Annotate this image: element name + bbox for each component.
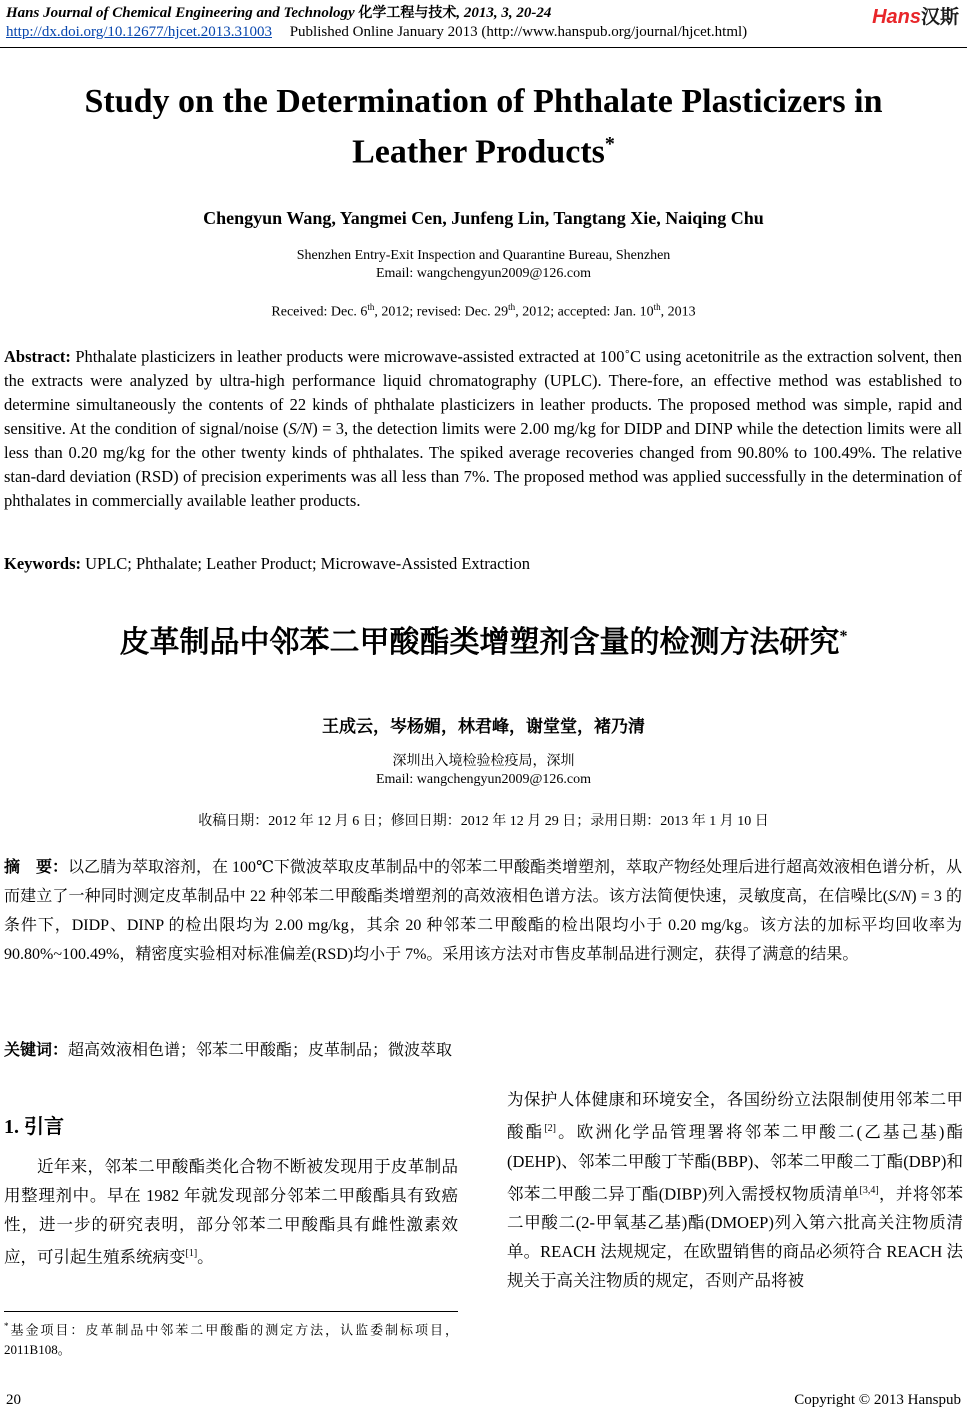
- logo-cn: 汉斯: [920, 6, 959, 28]
- affiliation: [0, 247, 967, 283]
- keywords-cn-text: 超高效液相色谱；邻苯二甲酸酯；皮革制品；微波萃取: [68, 1042, 453, 1059]
- title-line-2: Leather Products: [352, 133, 605, 171]
- intro-paragraph: 近年来，邻苯二甲酸酯类化合物不断被发现用于皮革制品用整理剂中。早在 1982 年就发现部分邻苯二甲酸酯具有致癌性，进一步的研究表明，部分邻苯二甲酸酯具有雌性激素效应，可引起生殖系统病变: [4, 1157, 458, 1267]
- header-divider: [0, 47, 967, 48]
- keywords-text: UPLC; Phthalate; Leather Product; Microwave-Assisted Extraction: [81, 554, 531, 573]
- journal-header: [6, 2, 551, 22]
- revised-date: , 2012; revised: Dec. 29: [374, 304, 509, 320]
- received-date: Received: Dec. 6: [271, 304, 368, 320]
- affiliation-cn: [0, 753, 967, 789]
- body-text-3: ，并将邻苯二甲酸二(2-甲氧基乙基)酯(DMOEP)列入第六批高关注物质清单。REACH 法规规定，在欧盟销售的商品必须符合 REACH 法规关于高关注物质的规定，否则产品将被: [507, 1184, 963, 1290]
- accepted-year: , 2013: [660, 304, 696, 320]
- body-column-right: [507, 1085, 963, 1295]
- ordinal-suffix: th: [367, 302, 375, 312]
- title-cn-footnote-mark: *: [839, 628, 848, 645]
- abstract-cn-sn: S/N: [888, 888, 912, 905]
- authors: Chengyun Wang, Yangmei Cen, Junfeng Lin, Tangtang Xie, Naiqing Chu: [203, 208, 764, 228]
- citation-ref[interactable]: [2]: [544, 1123, 556, 1134]
- affiliation-cn-org: 深圳出入境检验检疫局，深圳: [392, 754, 575, 769]
- paper-title: [0, 80, 967, 173]
- title-cn-text: 皮革制品中邻苯二甲酸酯类增塑剂含量的检测方法研究: [119, 625, 840, 660]
- footnote-text: 基金项目：皮革制品中邻苯二甲酸酯的测定方法，认监委制标项目，2011B108。: [4, 1322, 458, 1358]
- keywords-cn: [4, 1035, 962, 1065]
- abstract-sn: S/N: [288, 419, 313, 438]
- body-column-left: [4, 1152, 458, 1272]
- accepted-date: , 2012; accepted: Jan. 10: [515, 304, 654, 320]
- body-text-1: 为保护人体健康和环境安全，各国纷纷立法限制使用邻苯二甲酸酯: [507, 1090, 963, 1142]
- abstract-cn: [4, 852, 962, 969]
- journal-name-cn: 化学工程与技术: [358, 5, 457, 21]
- title-line-1: Study on the Determination of Phthalate Plasticizers in: [84, 83, 883, 120]
- journal-name: Hans Journal of Chemical Engineering and Technology: [6, 5, 355, 21]
- abstract-cn-label: 摘 要：: [4, 857, 69, 876]
- section-heading: 1. 引言: [4, 1116, 64, 1138]
- logo-brand: Hans: [872, 6, 921, 28]
- abstract-text-2: ) = 3, the detection limits were 2.00 mg/kg for DIDP and DINP while the detection limits were all less than 0.20 mg/kg for the other twenty kinds of phthalates. The spiked average recoveries changed from 90.80% to 100.49%. The relative stan-dard deviation (RSD) of precision experiments was all less than 7%. The proposed method was applied successfully in the determination of phthalates in commercially available leather products.: [4, 419, 962, 510]
- received-dates: [0, 302, 967, 321]
- ordinal-suffix: th: [508, 302, 516, 312]
- hanspub-logo: [872, 2, 959, 28]
- abstract-cn-text-2: ) = 3 的条件下，DIDP、DINP 的检出限均为 2.00 mg/kg，其余 20 种邻苯二甲酸酯的检出限均小于 0.20 mg/kg。该方法的加标平均回收率为 90.80%~100.49%，精密度实验相对标准偏差(RSD)均小于 7%。采用该方法对市售皮革制品进行测定，获得了满意的结果。: [4, 888, 962, 963]
- paper-title-cn: [0, 617, 967, 661]
- footnote: [4, 1316, 458, 1360]
- abstract-text-1: Phthalate plasticizers in leather products were microwave-assisted extracted at 100˚C using acetonitrile as the extraction solvent, then the extracts were analyzed by ultra-high performance liquid chromatography (UPLC). There-fore, an effective method was established to determine simultaneously the contents of 22 kinds of phthalate plasticizers in leather products. The proposed method was simple, rapid and sensitive. At the condition of signal/noise (: [4, 347, 962, 438]
- affiliation-org: Shenzhen Entry-Exit Inspection and Quarantine Bureau, Shenzhen: [296, 248, 671, 263]
- footnote-mark: *: [4, 1321, 9, 1331]
- abstract-cn-text-1: 以乙腈为萃取溶剂，在 100℃下微波萃取皮革制品中的邻苯二甲酸酯类增塑剂，萃取产物经处理后进行超高效液相色谱分析，从而建立了一种同时测定皮革制品中 22 种邻苯二甲酸酯类增塑剂的高效液相色谱方法。该方法简便快速，灵敏度高，在信噪比(: [4, 859, 962, 905]
- citation-ref[interactable]: [3,4]: [859, 1184, 879, 1196]
- copyright: Copyright © 2013 Hanspub: [794, 1392, 961, 1408]
- published-online: Published Online January 2013 (http://www.hanspub.org/journal/hjcet.html): [289, 24, 748, 40]
- footnote-divider: [4, 1311, 458, 1312]
- citation-ref[interactable]: [1]: [185, 1248, 198, 1259]
- keywords-en: [4, 552, 962, 576]
- doi-link[interactable]: http://dx.doi.org/10.12677/hjcet.2013.31003: [6, 24, 272, 40]
- keywords-label: Keywords:: [4, 554, 81, 573]
- authors-cn: 王成云，岑杨媚，林君峰，谢堂堂，褚乃清: [322, 717, 645, 737]
- ordinal-suffix: th: [653, 302, 661, 312]
- affiliation-email: Email: wangchengyun2009@126.com: [375, 266, 592, 281]
- doi-line: [6, 24, 747, 41]
- received-dates-cn: 收稿日期：2012 年 12 月 6 日；修回日期：2012 年 12 月 29 日；录用日期：2013 年 1 月 10 日: [198, 814, 769, 829]
- intro-paragraph-end: 。: [197, 1247, 214, 1267]
- affiliation-cn-email: Email: wangchengyun2009@126.com: [375, 772, 592, 787]
- body-text-2: 。欧洲化学品管理署将邻苯二甲酸二(乙基己基)酯(DEHP)、邻苯二甲酸丁苄酯(BBP)、邻苯二甲酸二丁酯(DBP)和邻苯二甲酸二异丁酯(DIBP)列入需授权物质清单: [507, 1122, 963, 1203]
- volume-info: , 2013, 3, 20-24: [456, 5, 552, 21]
- title-footnote-mark: *: [604, 133, 615, 155]
- page-number: 20: [6, 1392, 21, 1408]
- keywords-cn-label: 关键词：: [4, 1040, 69, 1059]
- abstract-en: [4, 345, 962, 513]
- abstract-label: Abstract:: [4, 347, 71, 366]
